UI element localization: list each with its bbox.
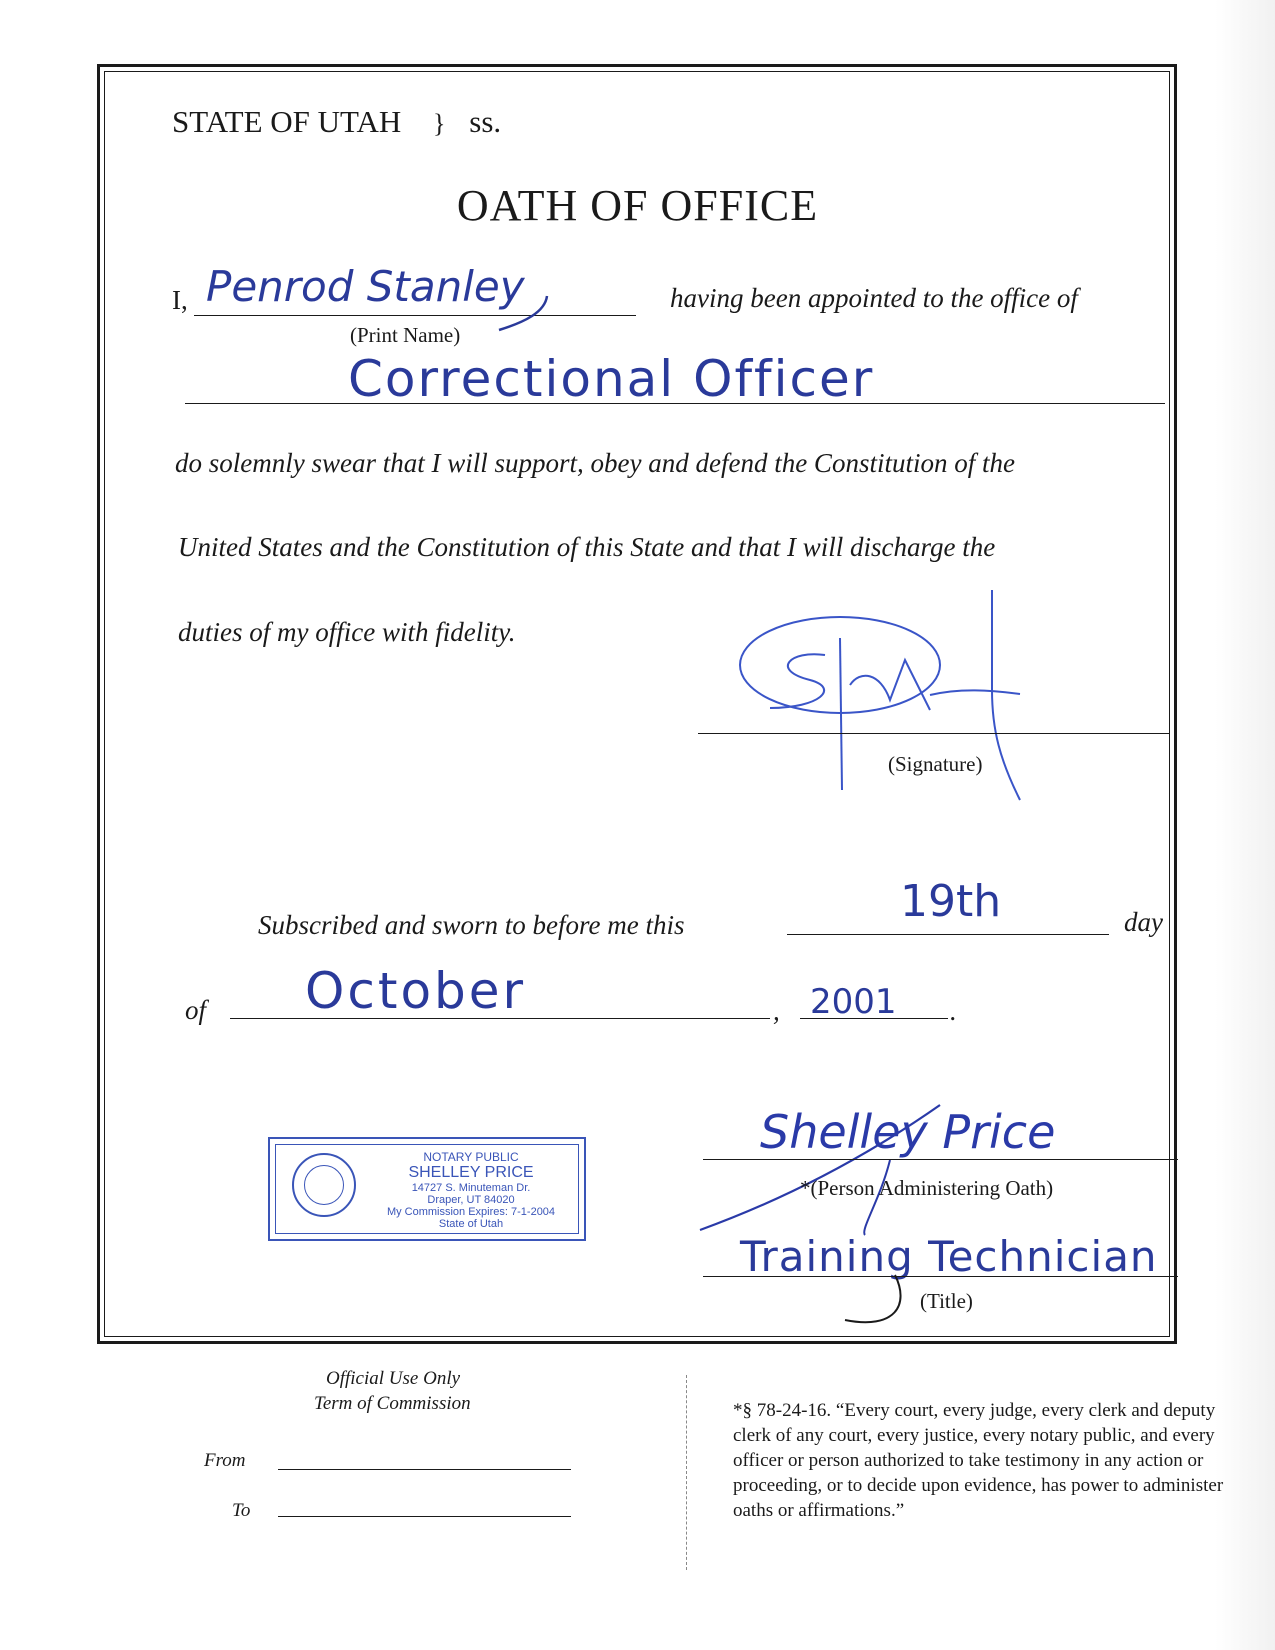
sworn-prefix: Subscribed and sworn to before me this	[258, 910, 685, 940]
day-line	[787, 934, 1109, 935]
handwritten-office: Correctional Officer	[348, 350, 875, 408]
title-flourish	[835, 1270, 915, 1340]
of-word: of	[185, 995, 207, 1025]
seal-line-3: 14727 S. Minuteman Dr.	[411, 1182, 531, 1194]
oath-paragraph-line-3: duties of my office with fidelity.	[178, 617, 516, 647]
state-heading	[172, 104, 501, 140]
administrator-caption: *(Person Administering Oath)	[800, 1176, 1054, 1200]
oath-paragraph-line-2: United States and the Constitution of this State and that I will discharge the	[178, 532, 996, 562]
signature-caption: (Signature)	[888, 752, 983, 776]
state-name: STATE OF UTAH	[172, 104, 402, 139]
state-brace: }	[433, 109, 446, 138]
print-name-caption: (Print Name)	[350, 323, 461, 347]
name-underline-stroke	[495, 290, 555, 350]
month-comma: ,	[773, 996, 780, 1026]
handwritten-day: 19th	[900, 876, 1002, 927]
officer-signature	[730, 590, 1030, 800]
administrator-line	[703, 1159, 1178, 1160]
seal-line-2: SHELLEY PRICE	[408, 1164, 534, 1181]
administrator-signature-flourish	[690, 1100, 950, 1240]
title-caption: (Title)	[920, 1289, 973, 1313]
handwritten-year: 2001	[810, 982, 897, 1022]
official-use-heading: Official Use Only	[326, 1368, 461, 1389]
handwritten-title: Training Technician	[740, 1232, 1158, 1281]
term-of-commission-heading: Term of Commission	[314, 1393, 471, 1414]
handwritten-name: Penrod Stanley	[206, 262, 525, 311]
year-period: .	[950, 996, 957, 1026]
handwritten-month: October	[305, 962, 527, 1020]
state-seal-emblem	[292, 1153, 356, 1217]
document-title: OATH OF OFFICE	[456, 181, 819, 230]
intro-pronoun: I,	[172, 285, 188, 315]
to-label: To	[232, 1500, 251, 1521]
to-line	[278, 1516, 571, 1517]
oath-paragraph-line-1: do solemnly swear that I will support, obey and defend the Constitution of the	[175, 448, 1015, 478]
seal-line-6: State of Utah	[438, 1218, 504, 1230]
from-label: From	[204, 1450, 246, 1471]
seal-line-4: Draper, UT 84020	[427, 1194, 515, 1206]
day-word: day	[1124, 907, 1163, 937]
appointed-text: having been appointed to the office of	[670, 283, 1078, 313]
title-line	[703, 1276, 1178, 1277]
state-ss: ss.	[469, 104, 502, 139]
administrator-signature: Shelley Price	[760, 1105, 1056, 1159]
from-line	[278, 1469, 571, 1470]
statute-footnote: *§ 78-24-16. “Every court, every judge, every clerk and deputy clerk of any court, every justice, every notary public, and every officer or person authorized to take testimony in any action or proceeding, or to decide upon evidence, has power to administer oaths or affirmations.”	[733, 1400, 1224, 1521]
print-name-line	[194, 315, 636, 316]
seal-line-5: My Commission Expires: 7-1-2004	[386, 1206, 556, 1218]
notary-seal-stamp	[268, 1137, 586, 1241]
footer-divider	[686, 1375, 687, 1570]
seal-line-1: NOTARY PUBLIC	[423, 1150, 519, 1164]
signature-line	[698, 733, 1170, 734]
